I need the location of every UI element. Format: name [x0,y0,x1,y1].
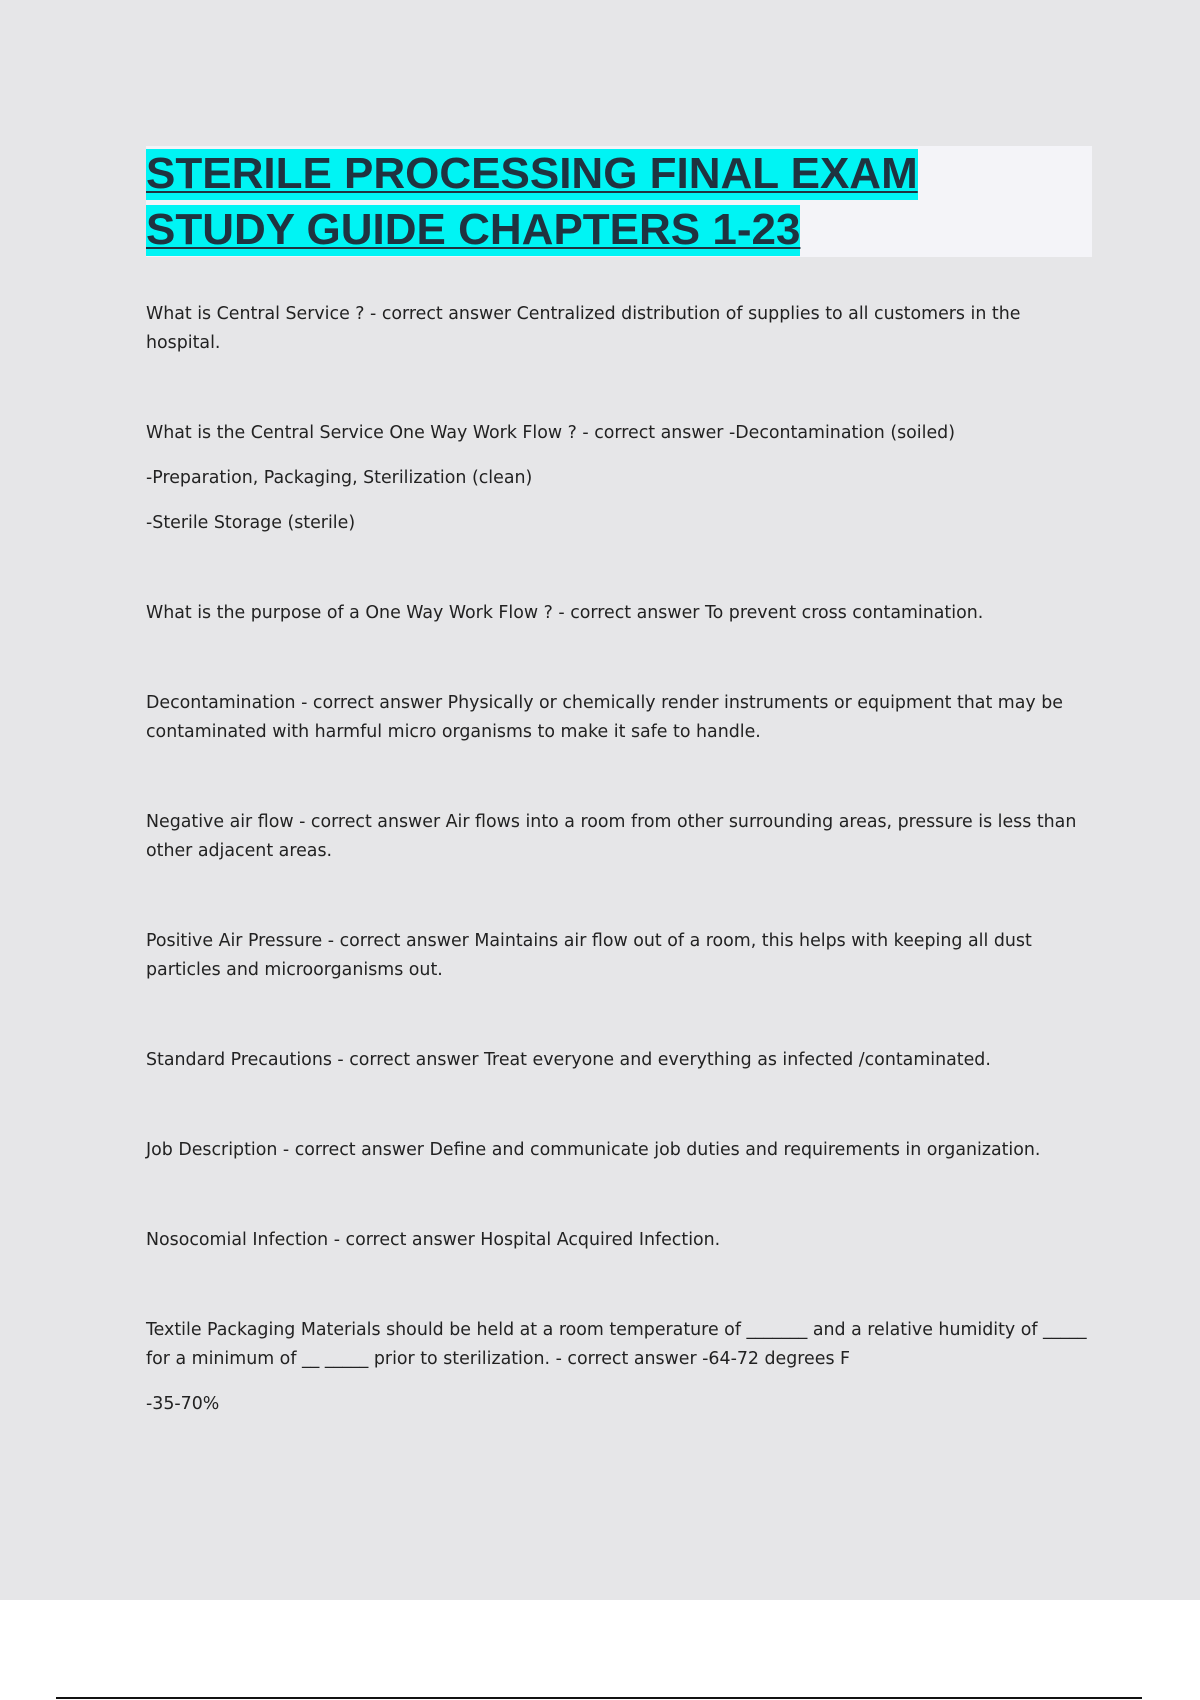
qa-entry [146,599,1096,628]
title-line-2: STUDY GUIDE CHAPTERS 1-23 [146,205,801,254]
qa-entry [146,689,1096,747]
qa-text: -Preparation, Packaging, Sterilization (clean) [146,468,533,488]
qa-entry [146,1136,1096,1165]
qa-text: Standard Precautions - correct answer Treat everyone and everything as infected /contaminated. [146,1050,991,1070]
qa-text: What is Central Service ? - correct answer Centralized distribution of supplies to all customers in the hospital. [146,304,1021,353]
qa-entry [146,419,1096,538]
qa-entry [146,300,1096,358]
qa-entry [146,1316,1096,1419]
qa-text: Positive Air Pressure - correct answer Maintains air flow out of a room, this helps with keeping all dust particles and microorganisms out. [146,931,1032,980]
page-title [146,146,1092,258]
qa-entry [146,927,1096,985]
qa-text: -35-70% [146,1394,220,1414]
study-guide-entries [146,300,1096,1480]
qa-text: -Sterile Storage (sterile) [146,513,356,533]
qa-text: Textile Packaging Materials should be held at a room temperature of _______ and a relative humidity of _____ for a minimum of __ _____ prior to sterilization. - correct answer -64-72 degrees F [146,1320,1087,1369]
title-block [146,146,1092,257]
qa-text: What is the Central Service One Way Work Flow ? - correct answer -Decontamination (soiled) [146,423,955,443]
qa-entry [146,1226,1096,1255]
qa-text: Nosocomial Infection - correct answer Hospital Acquired Infection. [146,1230,721,1250]
qa-text: Decontamination - correct answer Physically or chemically render instruments or equipment that may be contaminated with harmful micro organisms to make it safe to handle. [146,693,1063,742]
qa-text: Job Description - correct answer Define and communicate job duties and requirements in organization. [146,1140,1041,1160]
qa-text: What is the purpose of a One Way Work Flow ? - correct answer To prevent cross contamination. [146,603,984,623]
qa-text: Negative air flow - correct answer Air flows into a room from other surrounding areas, pressure is less than other adjacent areas. [146,812,1077,861]
footer-rule [56,1697,1142,1699]
title-line-1: STERILE PROCESSING FINAL EXAM [146,149,918,198]
qa-entry [146,808,1096,866]
qa-entry [146,1046,1096,1075]
